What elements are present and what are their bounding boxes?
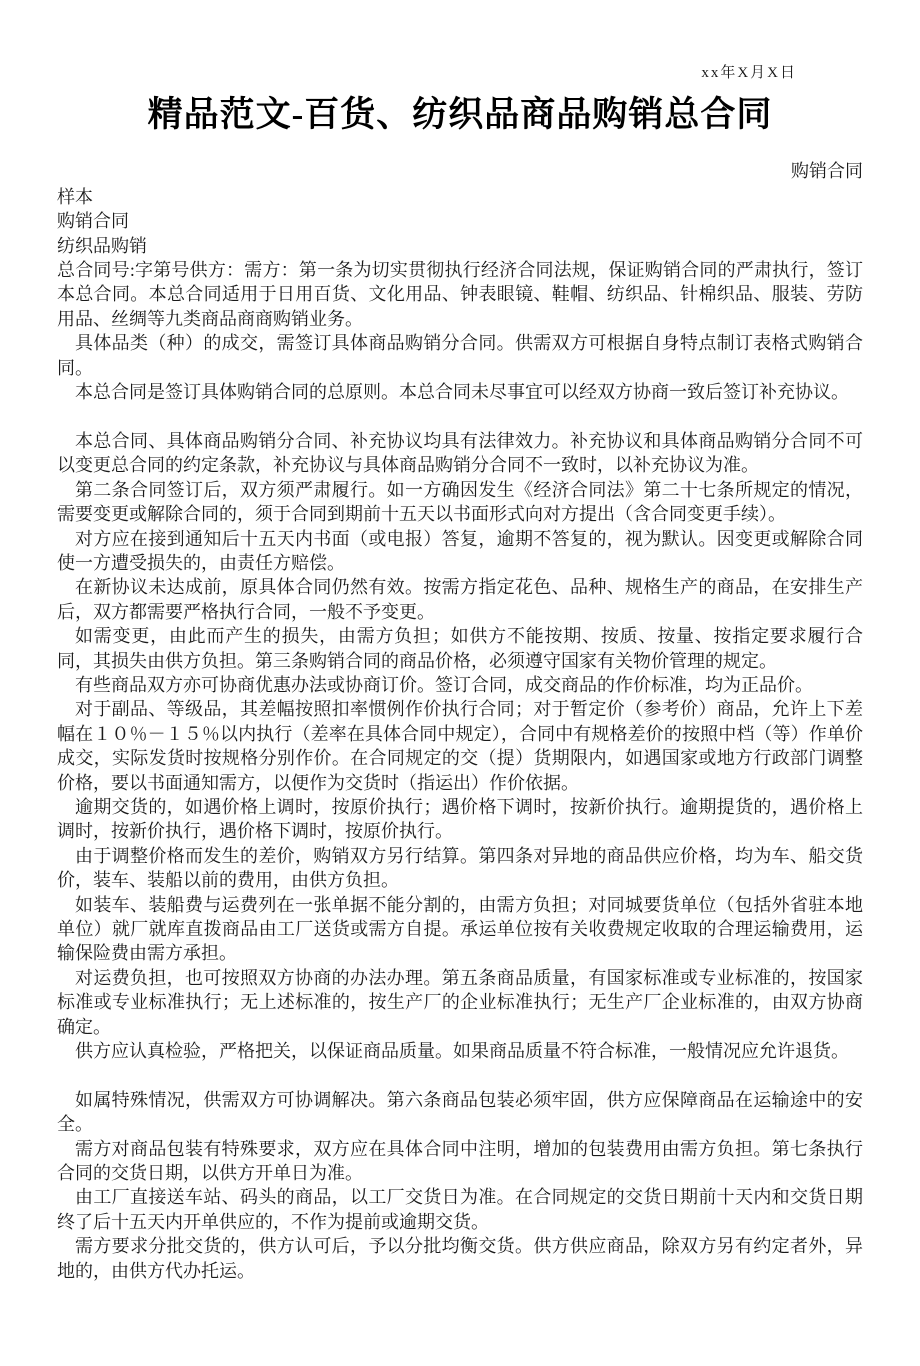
paragraph: 如装车、装船费与运费列在一张单据不能分割的，由需方负担；对同城要货单位（包括外省驻本地单位）就厂就库直拨商品由工厂送货或需方自提。承运单位按有关收费规定收取的合理运输费用，运输保险费由需方承担。 [57,894,863,964]
paragraph: 对于副品、等级品，其差幅按照扣率惯例作价执行合同；对于暂定价（参考价）商品，允许上下差幅在１０％－１５％以内执行（差率在具体合同中规定），合同中有规格差价的按照中档（等）作单价成交，实际发货时按规格分别作价。在合同规定的交（提）货期限内，如遇国家或地方行政部门调整价格，要以书面通知需方，以便作为交货时（指运出）作价依据。 [57,699,863,793]
blank-line [57,1063,863,1087]
paragraph: 逾期交货的，如遇价格上调时，按原价执行；遇价格下调时，按新价执行。逾期提货的，遇价格上调时，按新价执行，遇价格下调时，按原价执行。 [57,796,863,842]
document-type-label: 购销合同 [791,161,863,182]
paragraph: 样本 [57,186,93,207]
document-body [57,185,863,1283]
paragraph: 对方应在接到通知后十五天内书面（或电报）答复，逾期不答复的，视为默认。因变更或解除合同使一方遭受损失的，由责任方赔偿。 [57,528,863,573]
paragraph: 本总合同、具体商品购销分合同、补充协议均具有法律效力。补充协议和具体商品购销分合同不可以变更总合同的约定条款，补充协议与具体商品购销分合同不一致时，以补充协议为准。 [57,430,863,476]
paragraph: 有些商品双方亦可协商优惠办法或协商订价。签订合同，成交商品的作价标准，均为正品价。 [75,674,813,695]
paragraph: 总合同号:字第号供方：需方：第一条为切实贯彻执行经济合同法规，保证购销合同的严肃执行，签订本总合同。本总合同适用于日用百货、文化用品、钟表眼镜、鞋帽、纺织品、针棉织品、服装、劳防用品、丝绸等九类商品商商购销业务。 [57,260,863,329]
paragraph: 如属特殊情况，供需双方可协调解决。第六条商品包装必须牢固，供方应保障商品在运输途中的安全。 [57,1089,863,1135]
blank-line [57,405,863,429]
paragraph: 对运费负担，也可按照双方协商的办法办理。第五条商品质量，有国家标准或专业标准的，按国家标准或专业标准执行；无上述标准的，按生产厂的企业标准执行；无生产厂企业标准的，由双方协商确定。 [57,967,863,1037]
paragraph: 需方要求分批交货的，供方认可后，予以分批均衡交货。供方供应商品，除双方另有约定者外，异地的，由供方代办托运。 [57,1236,863,1281]
paragraph: 第二条合同签订后，双方须严肃履行。如一方确因发生《经济合同法》第二十七条所规定的情况，需要变更或解除合同的，须于合同到期前十五天以书面形式向对方提出（含合同变更手续）。 [57,479,863,525]
document-title: 精品范文-百货、纺织品商品购销总合同 [147,95,773,134]
document-date: xx年X月X日 [701,65,797,81]
paragraph: 由于调整价格而发生的差价，购销双方另行结算。第四条对异地的商品供应价格，均为车、船交货价，装车、装船以前的费用，由供方负担。 [57,845,863,891]
paragraph: 纺织品购销 [57,235,147,256]
document-page [0,64,920,1366]
paragraph: 供方应认真检验，严格把关，以保证商品质量。如果商品质量不符合标准，一般情况应允许退货。 [75,1041,849,1062]
paragraph: 具体品类（种）的成交，需签订具体商品购销分合同。供需双方可根据自身特点制订表格式购销合同。 [57,333,863,378]
paragraph: 购销合同 [57,211,129,232]
paragraph: 如需变更，由此而产生的损失，由需方负担；如供方不能按期、按质、按量、按指定要求履行合同，其损失由供方负担。第三条购销合同的商品价格，必须遵守国家有关物价管理的规定。 [57,626,863,671]
paragraph: 由工厂直接送车站、码头的商品，以工厂交货日为准。在合同规定的交货日期前十天内和交货日期终了后十五天内开单供应的，不作为提前或逾期交货。 [57,1187,863,1232]
paragraph: 在新协议未达成前，原具体合同仍然有效。按需方指定花色、品种、规格生产的商品，在安排生产后，双方都需要严格执行合同，一般不予变更。 [57,577,863,622]
paragraph: 本总合同是签订具体购销合同的总原则。本总合同未尽事宜可以经双方协商一致后签订补充协议。 [75,382,849,403]
paragraph: 需方对商品包装有特殊要求，双方应在具体合同中注明，增加的包装费用由需方负担。第七条执行合同的交货日期，以供方开单日为准。 [57,1138,863,1184]
